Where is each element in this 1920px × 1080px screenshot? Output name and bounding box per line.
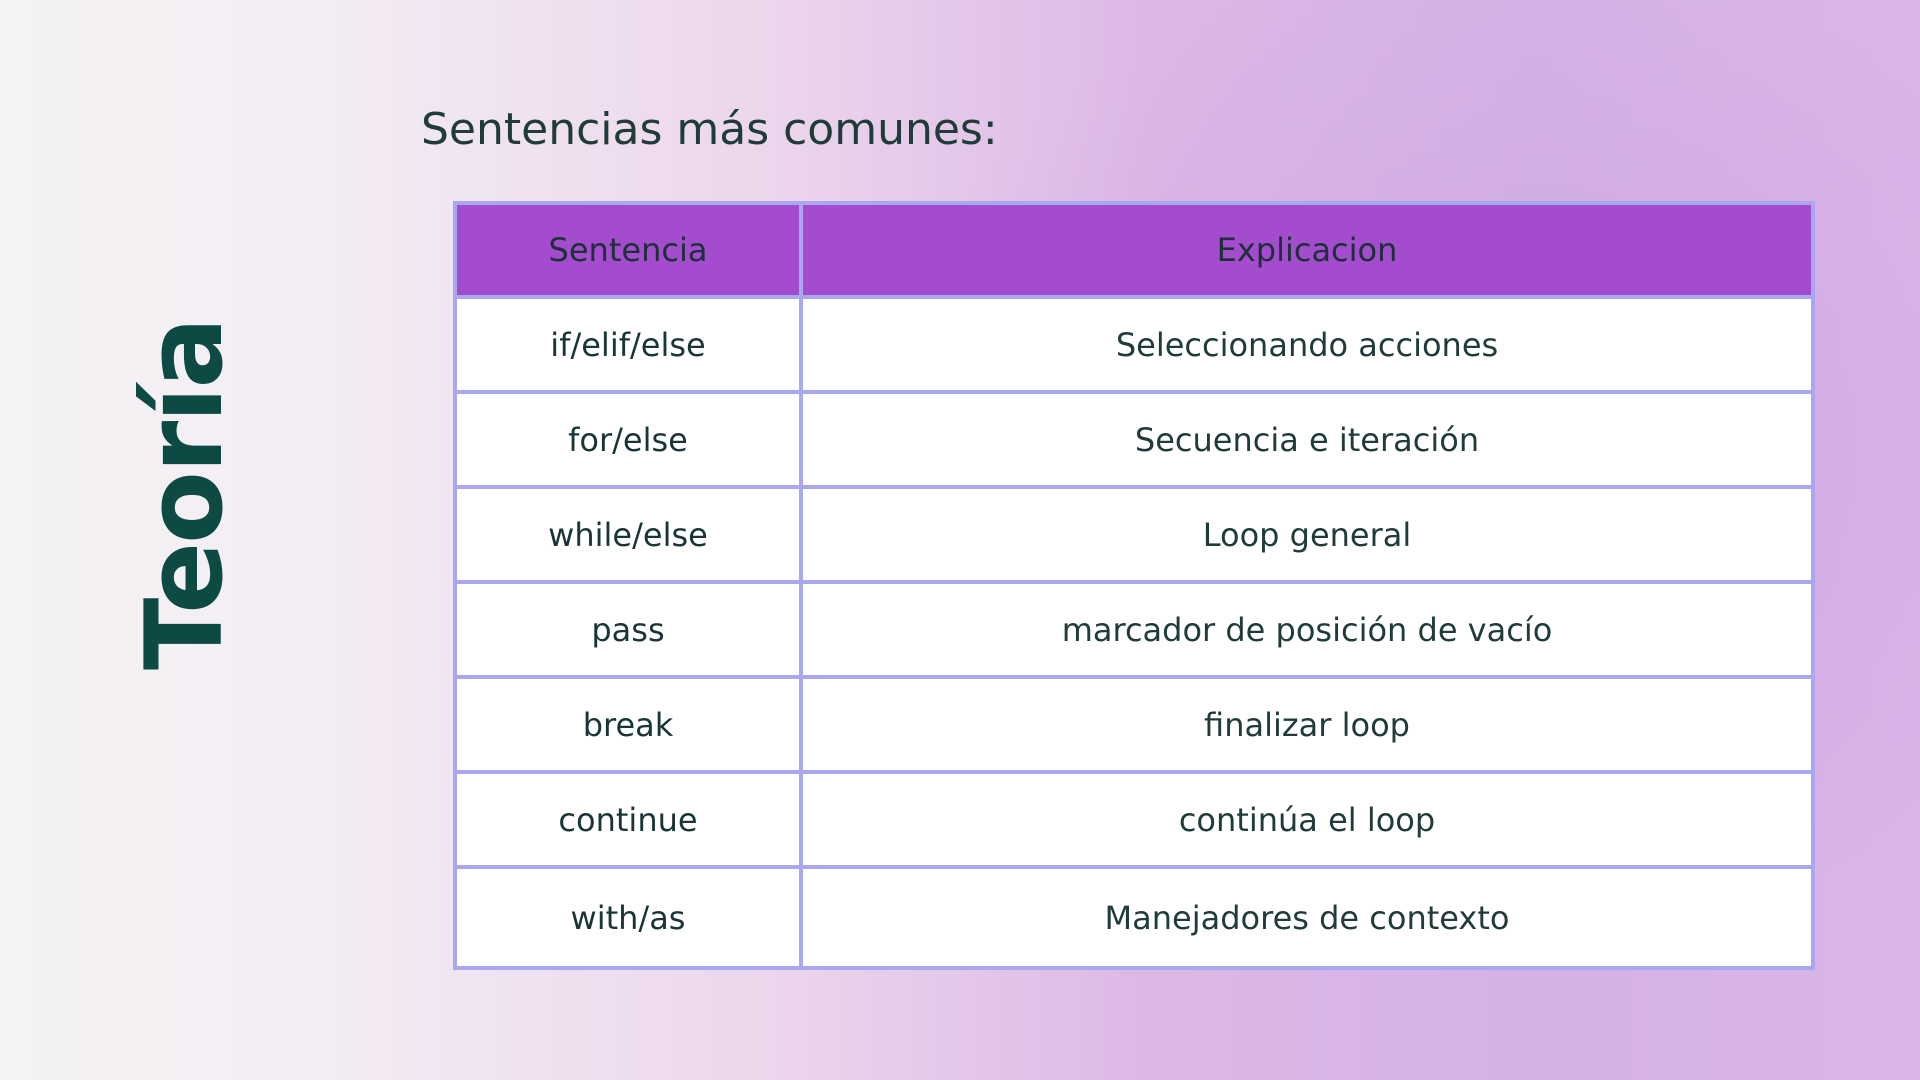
cell-explicacion: Seleccionando acciones: [801, 297, 1813, 392]
table-row: [455, 392, 1813, 487]
cell-explicacion: continúa el loop: [801, 772, 1813, 867]
cell-sentencia: pass: [455, 582, 801, 677]
table-row: [455, 582, 1813, 677]
cell-sentencia: while/else: [455, 487, 801, 582]
side-title: Teoría: [123, 318, 246, 670]
cell-sentencia: break: [455, 677, 801, 772]
cell-sentencia: if/elif/else: [455, 297, 801, 392]
cell-sentencia: for/else: [455, 392, 801, 487]
cell-explicacion: Manejadores de contexto: [801, 867, 1813, 968]
table-header-row: [455, 203, 1813, 297]
statements-table: [453, 201, 1815, 970]
cell-sentencia: continue: [455, 772, 801, 867]
table-row: [455, 867, 1813, 968]
cell-explicacion: Secuencia e iteración: [801, 392, 1813, 487]
table-row: [455, 772, 1813, 867]
cell-sentencia: with/as: [455, 867, 801, 968]
cell-explicacion: marcador de posición de vacío: [801, 582, 1813, 677]
table-row: [455, 487, 1813, 582]
page-title: Sentencias más comunes:: [421, 104, 998, 155]
table-row: [455, 677, 1813, 772]
column-header-explicacion: Explicacion: [801, 203, 1813, 297]
cell-explicacion: Loop general: [801, 487, 1813, 582]
cell-explicacion: finalizar loop: [801, 677, 1813, 772]
column-header-sentencia: Sentencia: [455, 203, 801, 297]
table-row: [455, 297, 1813, 392]
